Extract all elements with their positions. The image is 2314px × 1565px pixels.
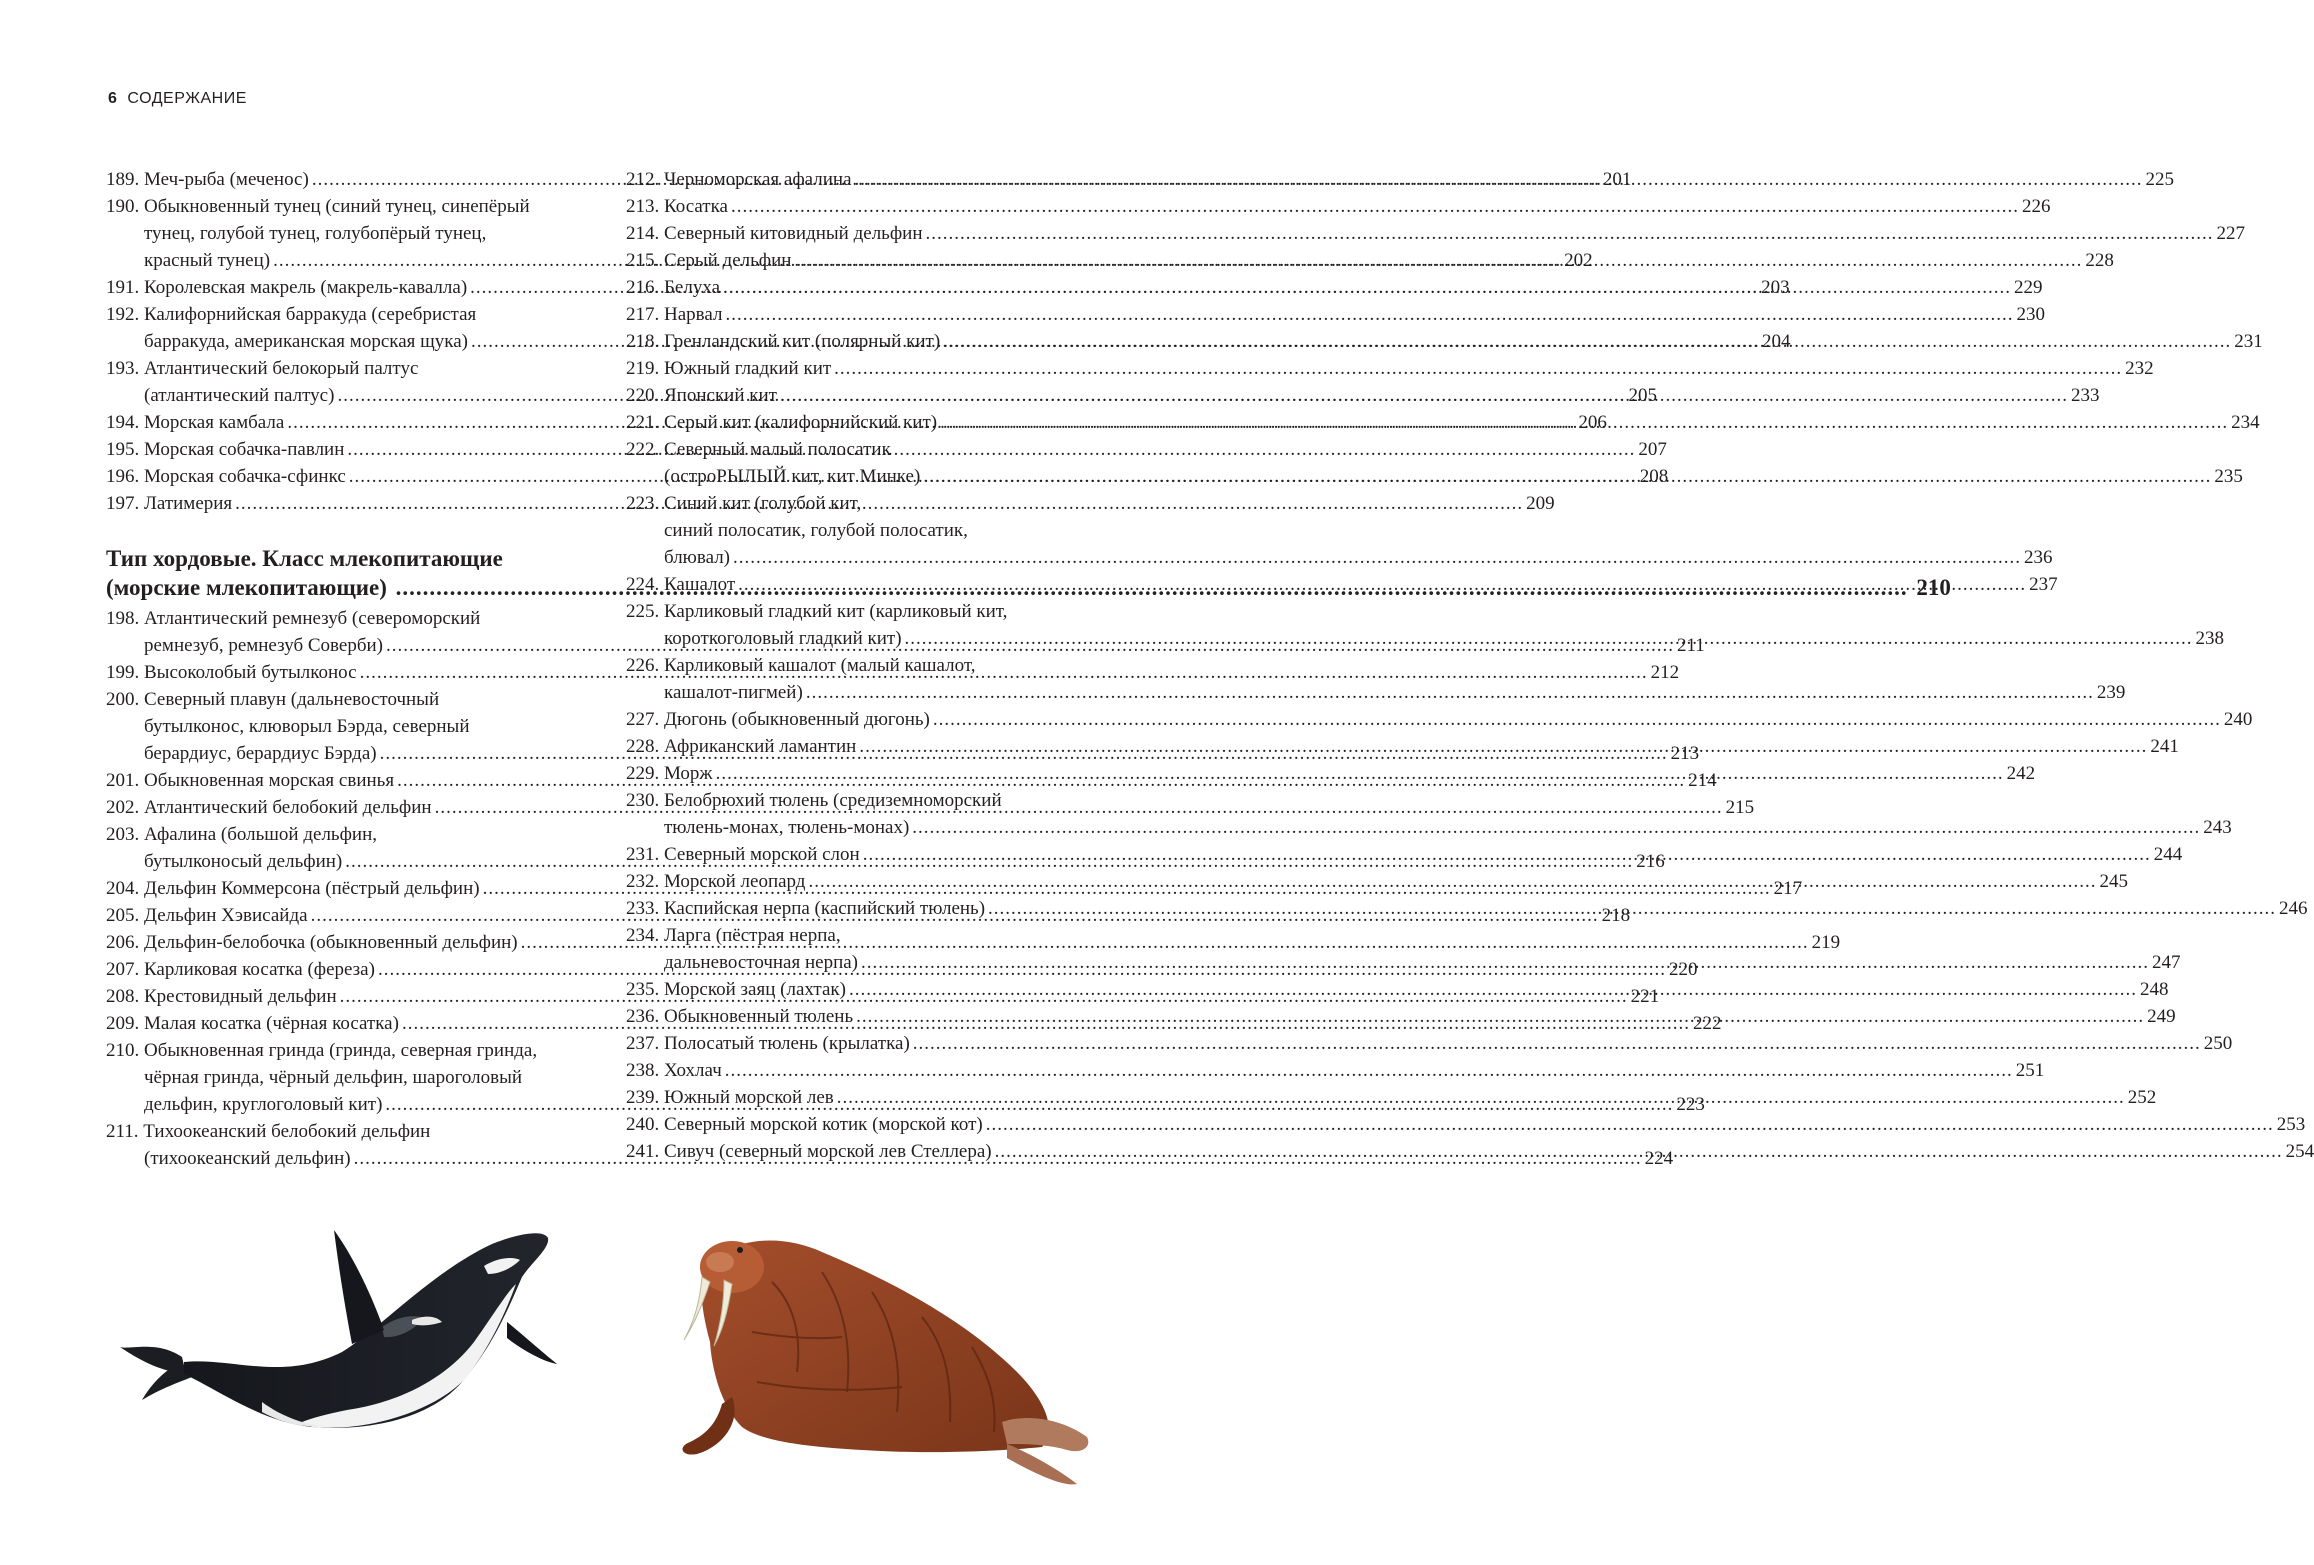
toc-entry-title: 241. Сивуч (северный морской лев Стеллера) [626,1141,992,1162]
toc-entry-page-number: 240 [2223,709,2253,730]
leader-dots [943,331,2231,352]
toc-entry-title: 221. Серый кит (калифорнийский кит) [626,412,938,433]
leader-dots [913,1033,2201,1054]
toc-entry-last-line [626,679,2126,706]
toc-entry-page-number: 233 [2070,385,2100,406]
walrus-illustration [662,1222,1102,1507]
toc-entry-page-number: 252 [2127,1087,2157,1108]
toc-entry-page-number: 221 [1630,986,1660,1007]
toc-entry-page-number: 245 [2099,871,2128,892]
section-page-number: 210 [1916,575,1951,600]
toc-entry-last-line [626,544,2053,571]
toc-entry-title-line: тунец, голубой тунец, голубопёрый тунец, [144,223,487,244]
leader-dots [933,709,2221,730]
toc-entry-title: 191. Королевская макрель (макрель-кавалла) [106,277,468,298]
toc-entry-title-line: 223. Синий кит (голубой кит, [626,493,862,514]
toc-entry-title-line: 211. Тихоокеанский белобокий дельфин [106,1121,431,1142]
leader-dots [912,817,2200,838]
toc-entry-last-line [626,355,2154,382]
toc-entry-title: ремнезуб, ремнезуб Соверби) [144,635,384,656]
toc-entry-title: берардиус, берардиус Бэрда) [144,743,377,764]
toc-entry-page-number: 231 [2234,331,2263,352]
toc-entry-page-number: 208 [1639,466,1669,487]
leader-dots [988,898,2276,919]
toc-entry-page-number: 236 [2024,547,2053,568]
toc-entry-page-number: 211 [1677,635,1705,656]
toc-entry-page-number: 244 [2153,844,2183,865]
toc-entry-title: 202. Атлантический белобокий дельфин [106,797,432,818]
toc-entry-page-number: 220 [1668,959,1698,980]
toc-entry-page-number: 246 [2279,898,2308,919]
toc-entry-page-number: 239 [2096,682,2126,703]
leader-dots [806,682,2094,703]
leader-dots [808,871,2096,892]
leader-dots [725,1060,2013,1081]
toc-entry[interactable] [626,220,2245,247]
toc-entry-page-number: 232 [2125,358,2154,379]
toc-entry-page-number: 204 [1761,331,1791,352]
toc-entry-title: 232. Морской леопард [626,871,806,892]
toc-entry-page-number: 206 [1578,412,1607,433]
toc-entry-page-number: 247 [2152,952,2181,973]
toc-entry-title: блювал) [664,547,730,568]
toc-entry-page-number: 249 [2147,1006,2176,1027]
toc-entry-page-number: 212 [1650,662,1680,683]
toc-entry[interactable] [626,1057,2045,1084]
toc-entry-last-line [626,1111,2306,1138]
toc-entry-title: 238. Хохлач [626,1060,722,1081]
toc-entry-title: 213. Косатка [626,196,728,217]
toc-entry-title: 206. Дельфин-белобочка (обыкновенный дельфин) [106,932,518,953]
leader-dots [849,979,2137,1000]
toc-entry-title: красный тунец) [144,250,271,271]
toc-entry-last-line [626,193,2051,220]
toc-entry-page-number: 214 [1688,770,1717,791]
toc-entry-title: (атлантический палтус) [144,385,335,406]
toc-entry-title-line: 193. Атлантический белокорый палтус [106,358,419,379]
toc-entry[interactable] [626,355,2154,382]
toc-entry-title: 208. Крестовидный дельфин [106,986,337,1007]
toc-entry-title-line: 225. Карликовый гладкий кит (карликовый кит, [626,601,1008,622]
toc-entry-last-line [626,220,2245,247]
leader-dots [923,466,2211,487]
toc-entry-title-line: 198. Атлантический ремнезуб (североморский [106,608,481,629]
toc-entry-title-line: чёрная гринда, чёрный дельфин, шароголовый [144,1067,523,1088]
toc-entry-page-number: 201 [1602,169,1632,190]
toc-entry-title: 228. Африканский ламантин [626,736,857,757]
toc-entry-title: (остроРЫЛЫЙ кит, кит Минке) [664,466,921,487]
toc-entry-last-line [626,1057,2045,1084]
toc-entry-title: 207. Карликовая косатка (фереза) [106,959,375,980]
toc-entry-title: бутылконосый дельфин) [144,851,343,872]
leader-dots [794,250,2082,271]
leader-dots [738,574,2026,595]
toc-entry-title: 224. Кашалот [626,574,736,595]
leader-dots [731,196,2019,217]
toc-entry-page-number: 202 [1564,250,1593,271]
toc-entry-page-number: 243 [2203,817,2232,838]
toc-entry[interactable] [626,706,2253,733]
toc-entry-title: (тихоокеанский дельфин) [144,1148,351,1169]
toc-entry-title: 195. Морская собачка-павлин [106,439,345,460]
toc-entry-title: 201. Обыкновенная морская свинья [106,770,395,791]
toc-entry-title-line: 222. Северный малый полосатик [626,439,891,460]
toc-entry-last-line [626,814,2232,841]
toc-entry-page-number: 234 [2231,412,2260,433]
orca-illustration [112,1222,567,1452]
leader-dots [863,844,2151,865]
running-head-title: СОДЕРЖАНИЕ [127,90,247,107]
toc-entry-page-number: 242 [2006,763,2036,784]
toc-entry-title: дельфин, круглоголовый кит) [144,1094,383,1115]
toc-entry-title: кашалот-пигмей) [664,682,803,703]
toc-entry-title: 233. Каспийская нерпа (каспийский тюлень) [626,898,986,919]
toc-entry[interactable] [626,1111,2306,1138]
toc-entry-title: барракуда, американская морская щука) [144,331,468,352]
leader-dots [733,547,2021,568]
leader-dots [716,763,2004,784]
toc-entry-page-number: 209 [1526,493,1555,514]
toc-entry-page-number: 235 [2214,466,2243,487]
toc-entry-title: 212. Черноморская афалина [626,169,852,190]
toc-entry[interactable] [626,1030,2233,1057]
toc-entry-title: 236. Обыкновенный тюлень [626,1006,854,1027]
leader-dots [837,1087,2125,1108]
toc-entry-title: 197. Латимерия [106,493,233,514]
toc-entry-title: дальневосточная нерпа) [664,952,858,973]
toc-entry-title: 189. Меч-рыба (меченос) [106,169,309,190]
toc-entry-page-number: 230 [2016,304,2045,325]
toc-entry-title: 205. Дельфин Хэвисайда [106,905,308,926]
toc-entry-page-number: 254 [2285,1141,2314,1162]
toc-entry-title: 204. Дельфин Коммерсона (пёстрый дельфин) [106,878,480,899]
toc-entry-title: 218. Гренландский кит (полярный кит) [626,331,941,352]
toc-entry-title-line: 190. Обыкновенный тунец (синий тунец, синепёрый [106,196,530,217]
toc-entry-title: тюлень-монах, тюлень-монах) [664,817,910,838]
toc-entry-page-number: 223 [1676,1094,1705,1115]
toc-entry-page-number: 253 [2276,1114,2306,1135]
toc-entry-page-number: 216 [1636,851,1665,872]
toc-entry-page-number: 228 [2085,250,2114,271]
toc-entry-title-line: 226. Карликовый кашалот (малый кашалот, [626,655,976,676]
toc-entry-title-line: 203. Афалина (большой дельфин, [106,824,377,845]
toc-entry-page-number: 218 [1601,905,1631,926]
toc-entry-title: 217. Нарвал [626,304,723,325]
toc-entry-page-number: 248 [2139,979,2169,1000]
toc-entry-page-number: 237 [2029,574,2058,595]
toc-entry-page-number: 205 [1628,385,1657,406]
leader-dots [995,1141,2283,1162]
toc-entry-page-number: 250 [2203,1033,2233,1054]
toc-entry-title-line: 200. Северный плавун (дальневосточный [106,689,440,710]
toc-entry-title-line: 234. Ларга (пёстрая нерпа, [626,925,841,946]
toc-entry-page-number: 217 [1773,878,1803,899]
toc-entry-title: 196. Морская собачка-сфинкс [106,466,346,487]
toc-entry-title: 231. Северный морской слон [626,844,860,865]
toc-entry-title-line: 230. Белобрюхий тюлень (средиземноморский [626,790,1002,811]
leader-dots [780,385,2068,406]
leader-dots [856,1006,2144,1027]
toc-entry-page-number: 213 [1670,743,1700,764]
toc-entry[interactable] [626,193,2051,220]
leader-dots [905,628,2193,649]
section-heading-line: Тип хордовые. Класс млекопитающие [106,546,503,571]
toc-entry-title: 229. Морж [626,763,713,784]
toc-entry-title-line: 210. Обыкновенная гринда (гринда, северная гринда, [106,1040,538,1061]
toc-entry-title: 219. Южный гладкий кит [626,358,832,379]
toc-entry-title: 237. Полосатый тюлень (крылатка) [626,1033,910,1054]
leader-dots [723,277,2011,298]
toc-entry-title: 240. Северный морской котик (морской кот) [626,1114,983,1135]
page-number: 6 [108,90,118,107]
section-heading-text: (морские млекопитающие) [106,575,387,600]
toc-entry-page-number: 224 [1644,1148,1674,1169]
toc-entry-title: 235. Морской заяц (лахтак) [626,979,846,1000]
toc-entry-title: 209. Малая косатка (чёрная косатка) [106,1013,399,1034]
toc-entry-title: 220. Японский кит [626,385,777,406]
running-head [108,90,247,108]
toc-entry-page-number: 229 [2014,277,2043,298]
leader-dots [859,736,2147,757]
leader-dots [725,304,2013,325]
toc-entry-page-number: 238 [2195,628,2225,649]
toc-entry-title: короткоголовый гладкий кит) [664,628,902,649]
leader-dots [986,1114,2274,1135]
toc-entry-title-line: бутылконос, клюворыл Бэрда, северный [144,716,470,737]
toc-entry-page-number: 219 [1811,932,1841,953]
toc-entry-title: 239. Южный морской лев [626,1087,834,1108]
toc-entry[interactable] [626,301,2045,328]
toc-entry-page-number: 225 [2145,169,2175,190]
toc-entry-title-line: синий полосатик, голубой полосатик, [664,520,968,541]
toc-entry-page-number: 226 [2022,196,2051,217]
toc-entry-title-line: 192. Калифорнийская барракуда (серебристая [106,304,477,325]
toc-entry-page-number: 215 [1725,797,1755,818]
toc-entry-title: 194. Морская камбала [106,412,285,433]
toc-entry-last-line [626,1030,2233,1057]
leader-dots [926,223,2214,244]
toc-entry-last-line [626,301,2045,328]
toc-entry-page-number: 207 [1638,439,1667,460]
toc-entry-title: 199. Высоколобый бутылконос [106,662,357,683]
toc-entry-title: 216. Белуха [626,277,721,298]
toc-entry-page-number: 251 [2015,1060,2045,1081]
leader-dots [855,169,2143,190]
leader-dots [834,358,2122,379]
toc-entry-page-number: 203 [1761,277,1790,298]
toc-entry-page-number: 222 [1692,1013,1722,1034]
toc-entry-title: 215. Серый дельфин [626,250,792,271]
leader-dots [940,412,2228,433]
leader-dots [861,952,2149,973]
toc-entry-last-line [626,706,2253,733]
toc-entry-title: 214. Северный китовидный дельфин [626,223,923,244]
toc-entry-page-number: 241 [2150,736,2179,757]
toc-entry-title: 227. Дюгонь (обыкновенный дюгонь) [626,709,930,730]
toc-entry-page-number: 227 [2216,223,2245,244]
